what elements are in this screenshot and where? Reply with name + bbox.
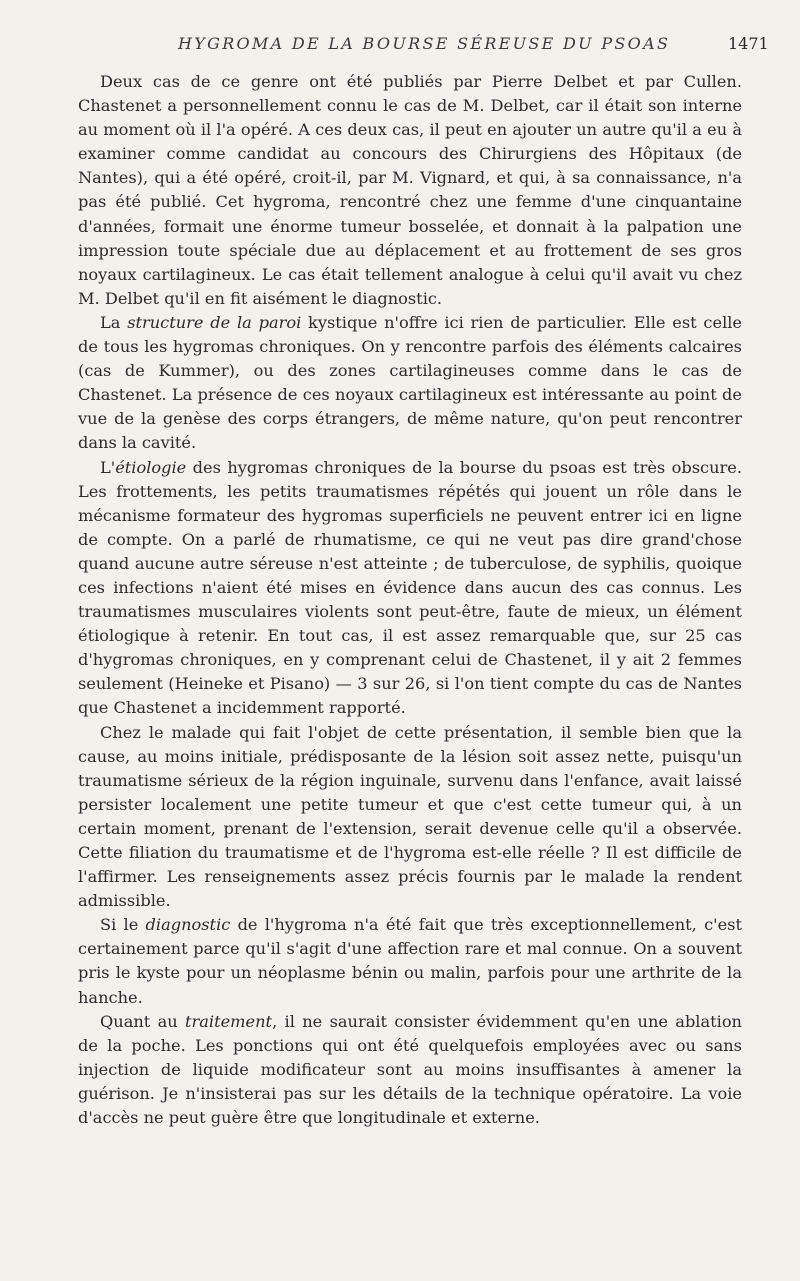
page-number: 1471 (728, 34, 769, 53)
paragraph-etiologie (78, 456, 742, 721)
term-etiologie: étiologie (115, 457, 187, 477)
paragraph-traitement-rest: , il ne saurait consister évidemment qu'en une ablation de la poche. Les ponctions qui ont été quelquefois employées avec ou sans injection de liquide modificateur sont au moins insuffisantes à amener la guérison. Je n'insisterai pas sur les détails de la technique opératoire. La voie d'accès ne peut guère être que longitudinale et externe. (78, 1011, 742, 1128)
term-structure-de-la-paroi: structure de la paroi (127, 312, 302, 332)
paragraph-malade: Chez le malade qui fait l'objet de cette présentation, il semble bien que la cause, au moins initiale, prédisposante de la lésion soit assez nette, puisqu'un traumatisme sérieux de la région inguinale, survenu dans l'enfance, avait laissé persister localement une petite tumeur et que c'est cette tumeur qui, à un certain moment, prenant de l'extension, serait devenue celle qu'il a observée. Cette filiation du traumatisme et de l'hygroma est-elle réelle ? Il est difficile de l'affirmer. Les renseignements assez précis fournis par le malade la rendent admissible. (78, 722, 742, 911)
paragraph-etiologie-rest: des hygromas chroniques de la bourse du psoas est très obscure. Les frottements, les petits traumatismes répétés qui jouent un rôle dans le mécanisme formateur des hygromas superficiels ne peuvent entrer ici en ligne de compte. On a parlé de rhumatisme, ce qui ne veut pas dire grand'chose quand aucune autre séreuse n'est atteinte ; de tuberculose, de syphilis, quoique ces infections n'aient été mises en évidence dans aucun des cas connus. Les traumatismes musculaires violents sont peut-être, faute de mieux, un élément étiologique à retenir. En tout cas, il est assez remarquable que, sur 25 cas d'hygromas chroniques, en y comprenant celui de Chastenet, il y ait 2 femmes seulement (Heineke et Pisano) — 3 sur 26, si l'on tient compte du cas de Nantes que Chastenet a incidemment rapporté. (78, 457, 742, 718)
body-text (78, 70, 742, 1130)
paragraph-delbet-cullen: Deux cas de ce genre ont été publiés par Pierre Delbet et par Cullen. Chastenet a personnellement connu le cas de M. Delbet, car il était son interne au moment où il l'a opéré. A ces deux cas, il peut en ajouter un autre qu'il a eu à examiner comme candidat au concours des Chirurgiens des Hôpitaux (de Nantes), qui a été opéré, croit-il, par M. Vignard, et qui, à sa connaissance, n'a pas été publié. Cet hygroma, rencontré chez une femme d'une cinquantaine d'années, formait une énorme tumeur bosselée, et donnait à la palpation une impression toute spéciale due au déplacement et au frottement de ses gros noyaux cartilagineux. Le cas était tellement analogue à celui qu'il avait vu chez M. Delbet qu'il en fit aisément le diagnostic. (78, 72, 742, 308)
paragraph-structure-start: La (100, 312, 128, 332)
paragraph-structure (78, 311, 742, 456)
paragraph-diagnostic-rest: de l'hygroma n'a été fait que très exceptionnellement, c'est certainement parce qu'il s'agit d'une affection rare et mal connue. On a souvent pris le kyste pour un néoplasme bénin ou malin, parfois pour une arthrite de la hanche. (78, 915, 742, 1007)
term-traitement: traitement (185, 1011, 273, 1031)
paragraph-etiologie-start: L' (100, 457, 116, 477)
paragraph-traitement (78, 1010, 742, 1130)
paragraph-traitement-start: Quant au (100, 1011, 186, 1031)
paragraph-diagnostic (78, 913, 742, 1009)
term-diagnostic: diagnostic (145, 915, 231, 935)
running-title: HYGROMA DE LA BOURSE SÉREUSE DU PSOAS (178, 34, 671, 53)
paragraph-diagnostic-start: Si le (100, 915, 146, 935)
running-head (0, 34, 800, 58)
paragraph-structure-rest: kystique n'offre ici rien de particulier. Elle est celle de tous les hygromas chroniques. On y rencontre parfois des éléments calcaires (cas de Kummer), ou des zones cartilagineuses comme dans le cas de Chastenet. La présence de ces noyaux cartilagineux est intéressante au point de vue de la genèse des corps étrangers, de même nature, qu'on peut rencontrer dans la cavité. (78, 312, 743, 453)
